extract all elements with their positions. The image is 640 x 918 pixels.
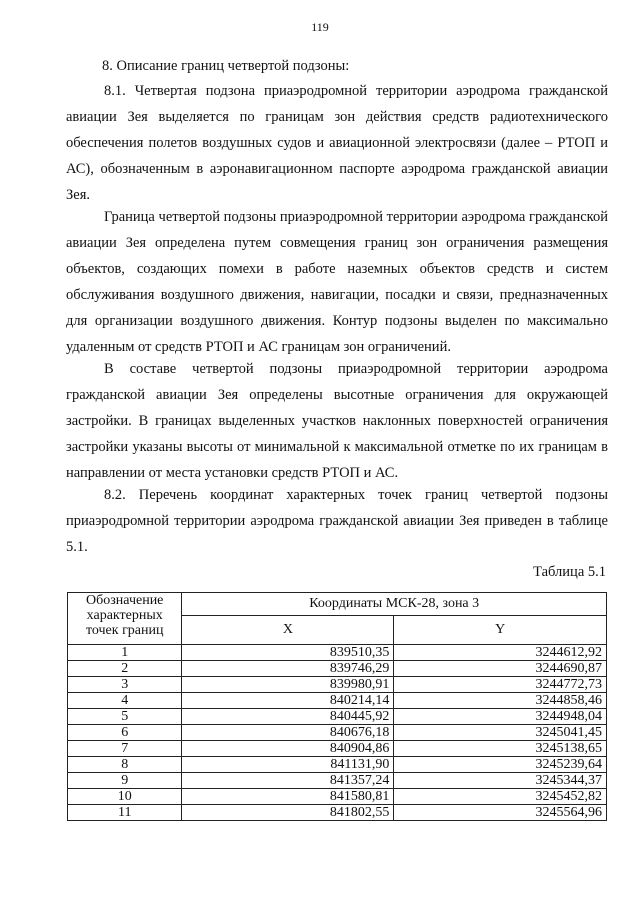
coordinates-group-header: Координаты МСК-28, зона 3 [182,593,607,616]
point-id: 9 [68,773,182,789]
table-row [68,661,607,677]
paragraph-boundary-description: Граница четвертой подзоны приаэродромной территории аэродрома гражданской авиации Зея определена путем совмещения границ зон ограничения размещения объектов, создающих помехи в работе наземных объектов средств и систем обслуживания воздушного движения, навигации, посадки и связи, предназначенных для организации воздушного движения. Контур подзоны выделен по максимально удаленным от средств РТОП и АС границам зон ограничений. [66,209,608,355]
point-id: 4 [68,693,182,709]
y-coordinate: 3245344,37 [394,773,607,789]
y-coordinate: 3245041,45 [394,725,607,741]
table-row [68,757,607,773]
y-coordinate: 3245452,82 [394,789,607,805]
x-coordinate: 839980,91 [182,677,394,693]
y-coordinate: 3244612,92 [394,645,607,661]
paragraph-8-1: 8.1. Четвертая подзона приаэродромной территории аэродрома гражданской авиации Зея выделяется по границам зон действия средств радиотехнического обеспечения полетов воздушных судов и авиационной электросвязи (далее – РТОП и АС), обозначенным в аэронавигационном паспорте аэродрома гражданской авиации Зея. [66,83,608,203]
x-coordinate: 841580,81 [182,789,394,805]
y-coordinate: 3245564,96 [394,805,607,821]
y-coordinate: 3244948,04 [394,709,607,725]
table-row [68,693,607,709]
x-coordinate: 839746,29 [182,661,394,677]
point-id: 10 [68,789,182,805]
table-row [68,773,607,789]
x-coordinate: 839510,35 [182,645,394,661]
y-coordinate: 3245138,65 [394,741,607,757]
table-body [68,645,607,821]
point-id: 7 [68,741,182,757]
point-id: 5 [68,709,182,725]
y-column-header: Y [394,616,607,645]
x-coordinate: 841357,24 [182,773,394,789]
x-coordinate: 840214,14 [182,693,394,709]
y-coordinate: 3244690,87 [394,661,607,677]
x-coordinate: 841802,55 [182,805,394,821]
table-row [68,725,607,741]
page-number: 119 [311,20,329,34]
x-coordinate: 840445,92 [182,709,394,725]
table-row [68,645,607,661]
table-row [68,805,607,821]
x-coordinate: 841131,90 [182,757,394,773]
y-coordinate: 3244772,73 [394,677,607,693]
point-id: 8 [68,757,182,773]
coordinates-table [67,592,607,821]
section-heading: 8. Описание границ четвертой подзоны: [102,58,350,74]
table-row [68,709,607,725]
y-coordinate: 3244858,46 [394,693,607,709]
point-id: 11 [68,805,182,821]
x-coordinate: 840676,18 [182,725,394,741]
table-row [68,741,607,757]
point-label-header: Обозначение характерных точек границ [68,593,182,645]
y-coordinate: 3245239,64 [394,757,607,773]
table-row [68,677,607,693]
paragraph-height-restrictions: В составе четвертой подзоны приаэродромной территории аэродрома гражданской авиации Зея определены высотные ограничения для окружающей застройки. В границах выделенных участков наклонных поверхностей ограничения застройки указаны высоты от минимальной к максимальной отметке по их границам в направлении от места установки средств РТОП и АС. [66,361,608,481]
table-caption: Таблица 5.1 [533,564,606,580]
point-id: 2 [68,661,182,677]
table-row [68,789,607,805]
paragraph-8-2: 8.2. Перечень координат характерных точек границ четвертой подзоны приаэродромной территории аэродрома гражданской авиации Зея приведен в таблице 5.1. [66,487,608,555]
x-column-header: X [182,616,394,645]
point-id: 6 [68,725,182,741]
point-id: 3 [68,677,182,693]
x-coordinate: 840904,86 [182,741,394,757]
point-id: 1 [68,645,182,661]
